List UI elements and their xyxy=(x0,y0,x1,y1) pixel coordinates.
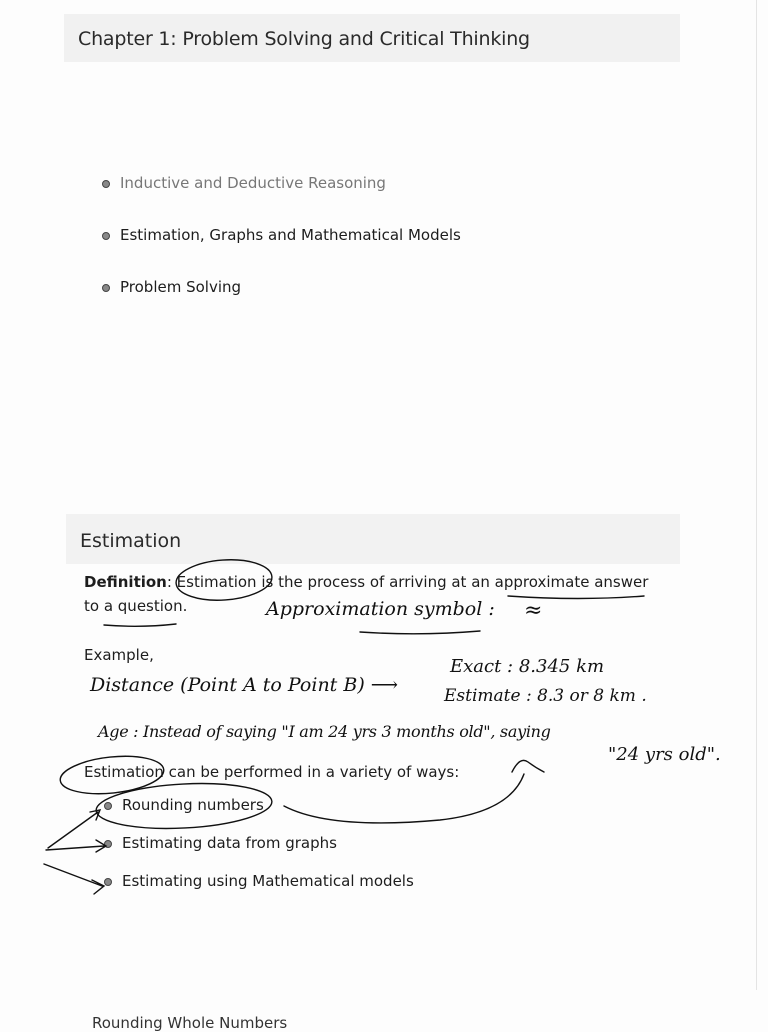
next-slide-title: Rounding Whole Numbers xyxy=(92,1014,288,1032)
handwritten-age-continued: "24 yrs old". xyxy=(608,744,721,765)
handwritten-age: Age : Instead of saying "I am 24 yrs 3 months old", saying xyxy=(98,722,551,741)
definition-text: : Estimation is the process of arriving at an approximate answer xyxy=(166,573,649,591)
bullet-icon xyxy=(102,180,110,188)
way-label: Estimating data from graphs xyxy=(122,834,337,852)
handwritten-approx-symbol: ≈ xyxy=(524,598,543,623)
topic-item xyxy=(100,276,461,328)
underline-symbol xyxy=(360,631,480,634)
topic-label: Inductive and Deductive Reasoning xyxy=(120,174,386,192)
bullet-icon xyxy=(102,284,110,292)
handwritten-approx-label: Approximation symbol : xyxy=(266,598,495,620)
example-label: Example, xyxy=(84,646,154,664)
estimation-title: Estimation xyxy=(80,530,182,552)
handwritten-exact: Exact : 8.345 km xyxy=(450,656,605,677)
way-label: Estimating using Mathematical models xyxy=(122,872,414,890)
bullet-icon xyxy=(102,232,110,240)
definition-label: Definition xyxy=(84,573,167,591)
way-label: Rounding numbers xyxy=(122,796,264,814)
chapter-topic-list xyxy=(100,172,461,328)
arrow-to-graphs xyxy=(46,840,106,852)
topic-label: Problem Solving xyxy=(120,278,242,296)
handwritten-distance: Distance (Point A to Point B) ⟶ xyxy=(90,674,399,696)
definition-line-1 xyxy=(84,572,648,592)
chapter-title: Chapter 1: Problem Solving and Critical Thinking xyxy=(78,28,530,50)
topic-label: Estimation, Graphs and Mathematical Models xyxy=(120,226,461,244)
ways-intro: Estimation can be performed in a variety of ways: xyxy=(84,763,460,781)
topic-item xyxy=(100,224,461,276)
bullet-icon xyxy=(104,840,112,848)
way-item xyxy=(102,832,414,870)
topic-item xyxy=(100,172,461,224)
definition-line-2: to a question. xyxy=(84,597,188,615)
way-item xyxy=(102,870,414,908)
arrow-to-rounding xyxy=(48,810,100,848)
bullet-icon xyxy=(104,802,112,810)
underline-question xyxy=(104,624,176,626)
handwritten-estimate: Estimate : 8.3 or 8 km . xyxy=(444,686,647,706)
way-item xyxy=(102,794,414,832)
chapter-header xyxy=(64,14,680,62)
caret-mark xyxy=(512,760,544,772)
page-edge-line xyxy=(756,0,757,990)
estimation-header xyxy=(66,514,680,564)
estimation-ways-list xyxy=(102,794,414,908)
arrow-to-models xyxy=(44,864,104,894)
bullet-icon xyxy=(104,878,112,886)
